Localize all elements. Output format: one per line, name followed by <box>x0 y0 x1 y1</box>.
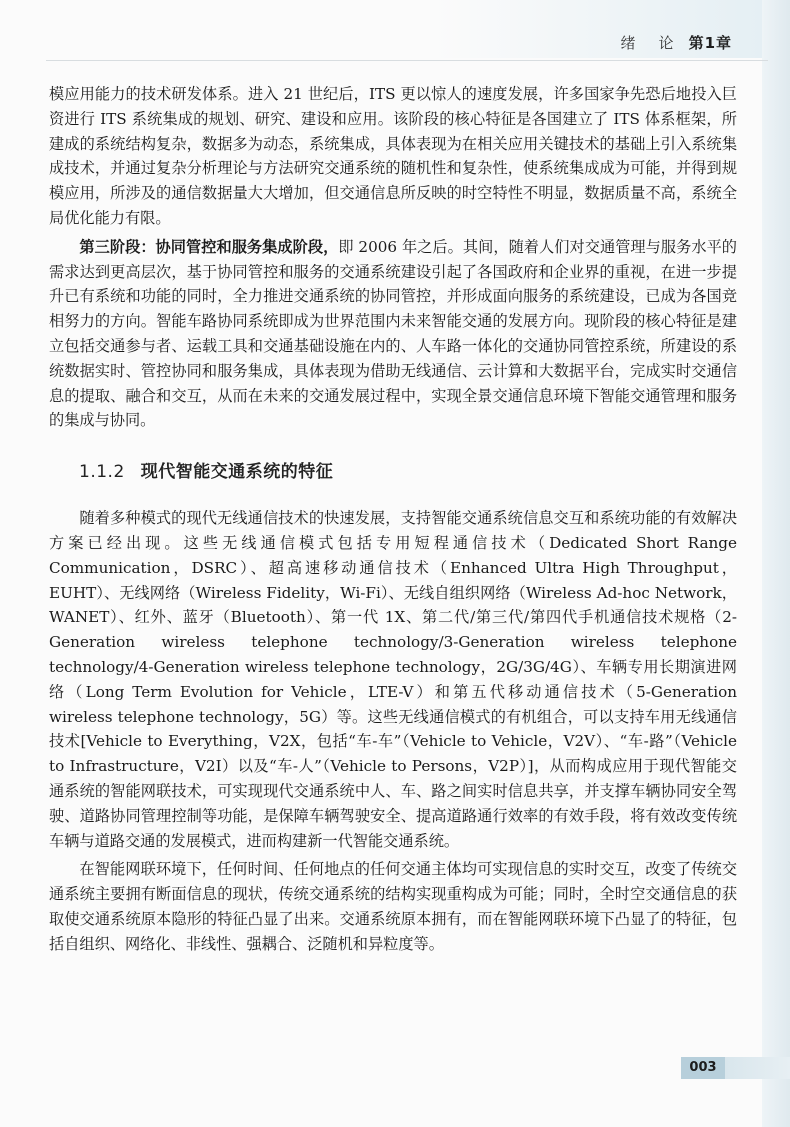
page-edge-strip <box>762 0 790 1127</box>
header-rule <box>46 60 768 61</box>
chapter-number: 第1章 <box>688 34 732 52</box>
paragraph-4: 在智能网联环境下，任何时间、任何地点的任何交通主体均可实现信息的实时交互，改变了传统交通系统主要拥有断面信息的现状，传统交通系统的结构实现重构成为可能；同时，全时空交通信息的获取使交通系统原本隐形的特征凸显了出来。交通系统原本拥有，而在智能网联环境下凸显了的特征，包括自组织、网络化、非线性、强耦合、泛随机和异粒度等。 <box>49 860 737 953</box>
header-char-2: 论 <box>658 34 675 52</box>
paragraph-3: 随着多种模式的现代无线通信技术的快速发展，支持智能交通系统信息交互和系统功能的有效解决方案已经出现。这些无线通信模式包括专用短程通信技术（Dedicated Short Range Communication，DSRC）、超高速移动通信技术（Enhanced Ultra High Throughput，EUHT）、无线网络（Wireless Fidelity，Wi-Fi）、无线自组织网络（Wireless Ad-hoc Network，WANET）、红外、蓝牙（Bluetooth）、第一代 1X、第二代/第三代/第四代手机通信技术规格（2-Generation wireless telephone technology/3-Generation wireless telephone technology/4-Generation wireless telephone technology，2G/3G/4G）、车辆专用长期演进网络（Long Term Evolution for Vehicle，LTE-V）和第五代移动通信技术（5-Generation wireless telephone technology，5G）等。这些无线通信模式的有机组合，可以支持车用无线通信技术[Vehicle to Everything，V2X，包括“车-车”（Vehicle to Vehicle，V2V）、“车-路”（Vehicle to Infrastructure，V2I）以及“车-人”（Vehicle to Persons，V2P）]，从而构成应用于现代智能交通系统的智能网联技术，可实现现代交通系统中人、车、路之间实时信息共享，并支撑车辆协同安全驾驶、道路协同管理控制等功能，是保障车辆驾驶安全、提高道路通行效率的有效手段，将有效改变传统车辆与道路交通的发展模式，进而构建新一代智能交通系统。 <box>49 509 737 850</box>
section-heading <box>79 457 737 482</box>
header-char-1: 绪 <box>620 34 637 52</box>
running-header <box>621 32 732 53</box>
stage-three-heading: 第三阶段：协同管控和服务集成阶段， <box>79 237 339 256</box>
section-number: 1.1.2 <box>79 462 125 483</box>
paragraph-1: 模应用能力的技术研发体系。进入 21 世纪后，ITS 更以惊人的速度发展，许多国家争先恐后地投入巨资进行 ITS 系统集成的规划、研究、建设和应用。该阶段的核心特征是各国建立了 ITS 体系框架，所建成的系统结构复杂，数据多为动态，系统集成，具体表现为在相关应用关键技术的基础上引入系统集成技术，并通过复杂分析理论与方法研究交通系统的随机性和复杂性，使系统集成成为可能，并得到规模应用，所涉及的通信数据量大大增加，但交通信息所反映的时空特性不明显，数据质量不高，系统全局优化能力有限。 <box>49 85 737 227</box>
page-body <box>49 82 737 957</box>
page-number-bar <box>681 1057 790 1079</box>
paragraph-2-body: 即 2006 年之后。其间，随着人们对交通管理与服务水平的需求达到更高层次，基于协同管控和服务的交通系统建设引起了各国政府和企业界的重视，在进一步提升已有系统和功能的同时，全力推进交通系统的协同管控，并形成面向服务的系统建设，已成为各国竞相努力的方向。智能车路协同系统即成为世界范围内未来智能交通的发展方向。现阶段的核心特征是建立包括交通参与者、运载工具和交通基础设施在内的、人车路一体化的交通协同管控系统，所建设的系统数据实时、管控协同和服务集成，具体表现为借助无线通信、云计算和大数据平台，完成实时交通信息的提取、融合和交互，从而在未来的交通发展过程中，实现全景交通信息环境下智能交通管理和服务的集成与协同。 <box>49 237 737 430</box>
section-title: 现代智能交通系统的特征 <box>140 462 334 483</box>
page-number: 003 <box>681 1057 725 1079</box>
paragraph-2 <box>49 235 737 433</box>
